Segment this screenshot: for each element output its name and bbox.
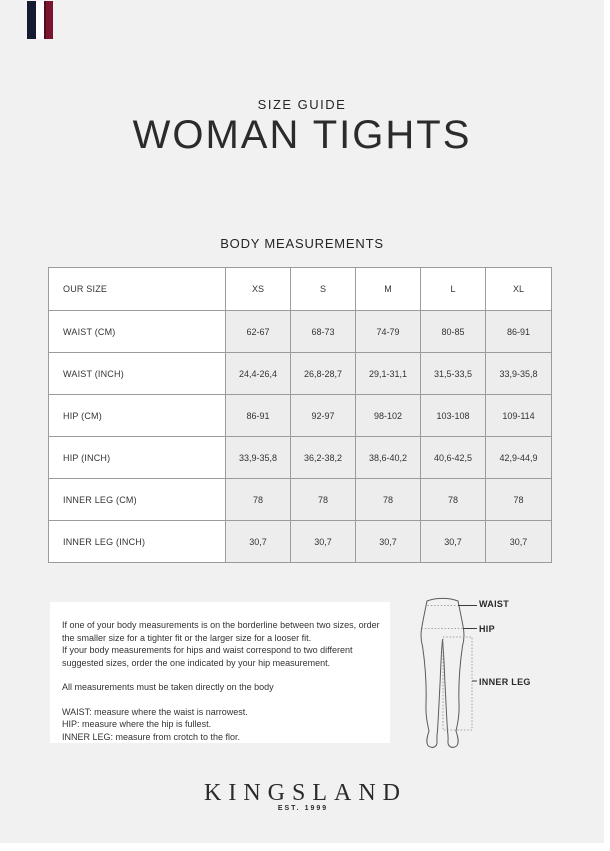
row-label: INNER LEG (CM) <box>49 479 226 521</box>
spacer <box>62 669 382 681</box>
col-header-xl: XL <box>486 268 552 311</box>
flag-stripe-maroon <box>44 1 53 39</box>
diagram-label-hip: HIP <box>479 624 495 634</box>
note-hip-waist: If your body measurements for hips and waist correspond to two different suggested sizes, order the one indicated by your hip measurement. <box>62 645 353 668</box>
cell-value: 78 <box>421 479 486 521</box>
page-title: WOMAN TIGHTS <box>132 113 472 157</box>
col-header-xs: XS <box>226 268 291 311</box>
cell-value: 42,9-44,9 <box>486 437 552 479</box>
cell-value: 31,5-33,5 <box>421 353 486 395</box>
note-measure-on-body: All measurements must be taken directly on the body <box>62 682 274 692</box>
note-inner-leg-def: INNER LEG: measure from crotch to the flor. <box>62 731 241 742</box>
cell-value: 36,2-38,2 <box>291 437 356 479</box>
table-row <box>49 311 552 353</box>
note-waist-def: WAIST: measure where the waist is narrowest. <box>62 706 248 717</box>
table-row <box>49 521 552 563</box>
table-row <box>49 353 552 395</box>
row-label: WAIST (INCH) <box>49 353 226 395</box>
cell-value: 30,7 <box>421 521 486 563</box>
note-hip-def: HIP: measure where the hip is fullest. <box>62 719 212 729</box>
eyebrow-size-guide: SIZE GUIDE <box>257 97 347 112</box>
cell-value: 26,8-28,7 <box>291 353 356 395</box>
body-measurements-heading: BODY MEASUREMENTS <box>220 236 384 251</box>
table-row <box>49 479 552 521</box>
cell-value: 92-97 <box>291 395 356 437</box>
cell-value: 29,1-31,1 <box>356 353 421 395</box>
table-row <box>49 395 552 437</box>
cell-value: 78 <box>291 479 356 521</box>
tights-diagram <box>400 592 560 757</box>
col-header-our-size: OUR SIZE <box>49 268 226 311</box>
cell-value: 86-91 <box>486 311 552 353</box>
cell-value: 38,6-40,2 <box>356 437 421 479</box>
cell-value: 78 <box>226 479 291 521</box>
tights-outline <box>421 598 464 747</box>
col-header-s: S <box>291 268 356 311</box>
row-label: HIP (INCH) <box>49 437 226 479</box>
row-label: WAIST (CM) <box>49 311 226 353</box>
cell-value: 33,9-35,8 <box>226 437 291 479</box>
cell-value: 78 <box>486 479 552 521</box>
inner-leg-measure-bracket <box>443 637 472 730</box>
col-header-m: M <box>356 268 421 311</box>
table-header-row <box>49 268 552 311</box>
row-label: HIP (CM) <box>49 395 226 437</box>
size-table <box>48 267 552 563</box>
row-label: INNER LEG (INCH) <box>49 521 226 563</box>
cell-value: 30,7 <box>291 521 356 563</box>
flag-stripe-white <box>36 1 44 39</box>
brand-logo-text: KINGSLAND <box>204 780 407 806</box>
brand-established-text: EST. 1999 <box>277 805 329 812</box>
cell-value: 80-85 <box>421 311 486 353</box>
cell-value: 74-79 <box>356 311 421 353</box>
cell-value: 98-102 <box>356 395 421 437</box>
diagram-label-inner-leg: INNER LEG <box>479 677 531 687</box>
table-row <box>49 437 552 479</box>
cell-value: 78 <box>356 479 421 521</box>
cell-value: 33,9-35,8 <box>486 353 552 395</box>
cell-value: 30,7 <box>486 521 552 563</box>
cell-value: 86-91 <box>226 395 291 437</box>
kingsland-flag-icon <box>27 1 53 39</box>
cell-value: 103-108 <box>421 395 486 437</box>
diagram-label-waist: WAIST <box>479 599 509 609</box>
spacer <box>62 694 382 706</box>
cell-value: 62-67 <box>226 311 291 353</box>
cell-value: 24,4-26,4 <box>226 353 291 395</box>
cell-value: 109-114 <box>486 395 552 437</box>
cell-value: 30,7 <box>226 521 291 563</box>
flag-stripe-navy <box>27 1 36 39</box>
col-header-l: L <box>421 268 486 311</box>
cell-value: 68-73 <box>291 311 356 353</box>
cell-value: 30,7 <box>356 521 421 563</box>
cell-value: 40,6-42,5 <box>421 437 486 479</box>
fit-notes-box <box>50 602 390 743</box>
note-borderline: If one of your body measurements is on the borderline between two sizes, order the smaller size for a tighter fit or the larger size for a looser fit. <box>62 620 380 643</box>
